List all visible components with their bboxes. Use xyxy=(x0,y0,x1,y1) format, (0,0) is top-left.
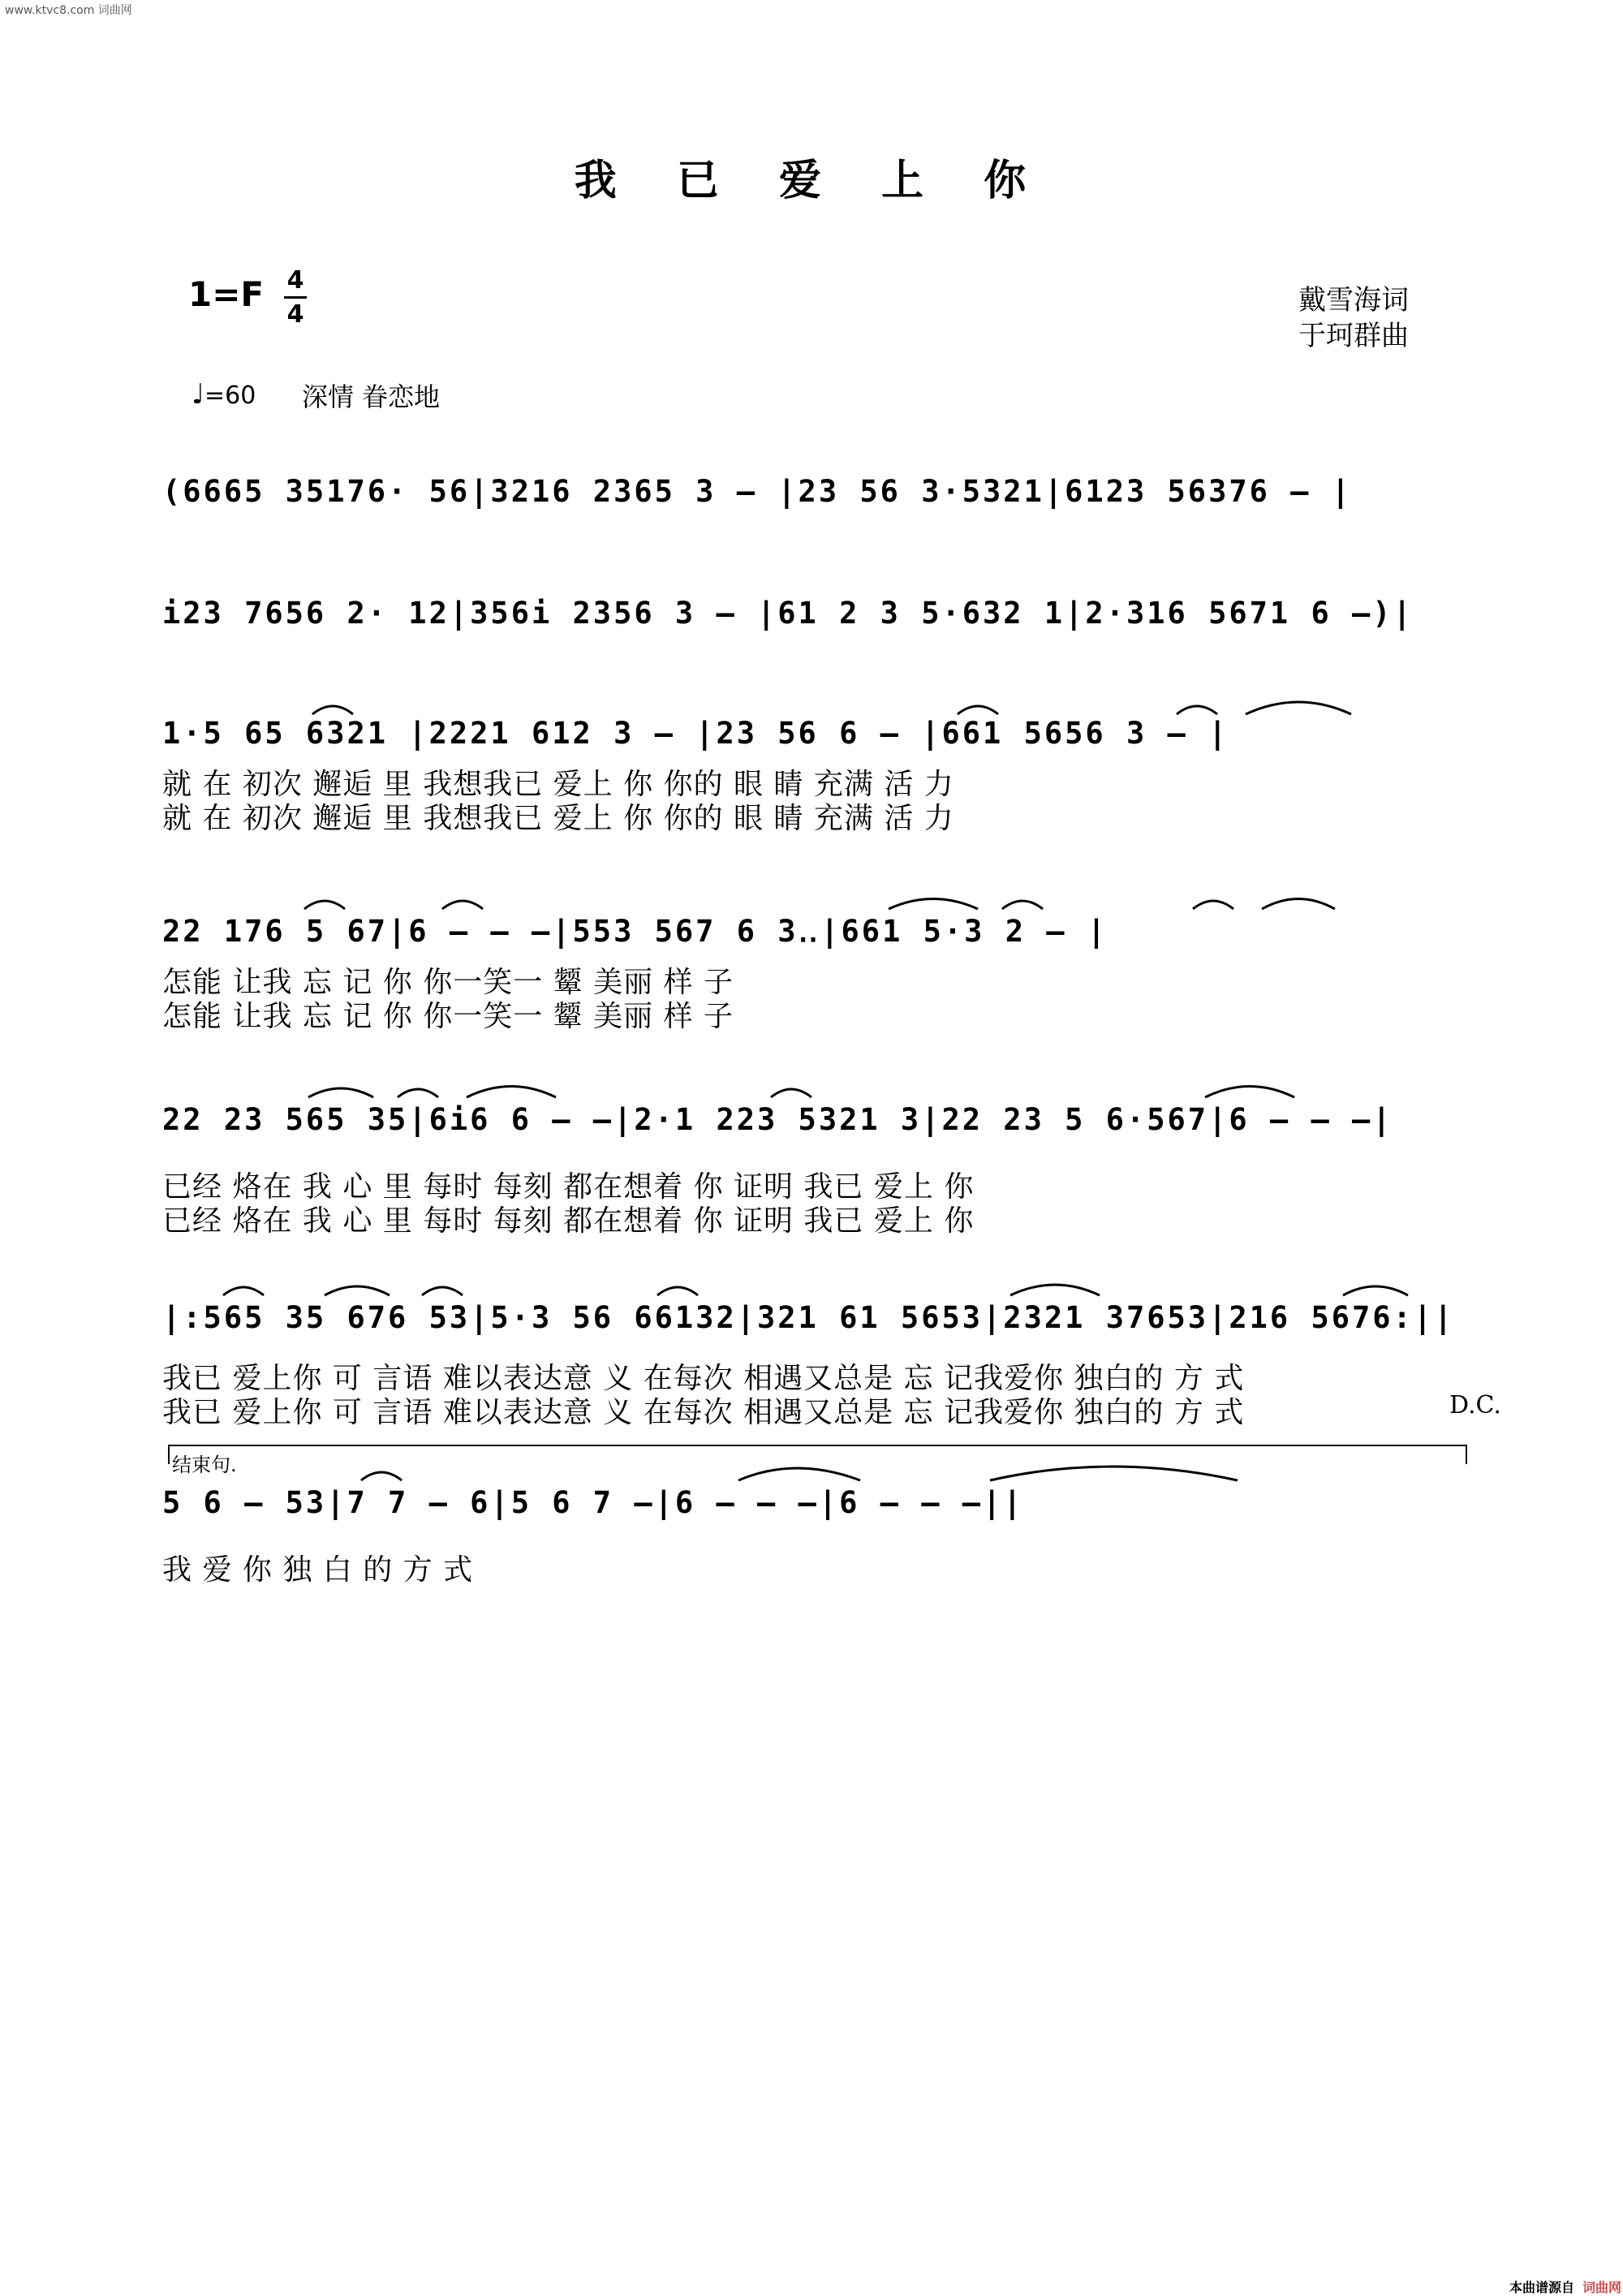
quarter-note-icon: ♩ xyxy=(192,378,205,411)
slur xyxy=(325,1286,390,1295)
slur xyxy=(1177,706,1217,714)
notation-line: |:565 35 676 53|5·3 56 66132|321 61 5653|2321 37653|216 5676:|| xyxy=(162,1300,1455,1335)
notation-line: i23 7656 2· 12|356i 2356 3 – |61 2 3 5·632 1|2·316 5671 6 –)| xyxy=(162,596,1414,631)
lyric-verse-2: 怎能 让我 忘 记 你 你一笑一 颦 美丽 样 子 xyxy=(162,1000,734,1033)
lyric-verse-2: 已经 烙在 我 心 里 每时 每刻 都在想着 你 证明 我已 爱上 你 xyxy=(162,1204,975,1238)
watermark: www.ktvc8.com 词曲网 xyxy=(5,4,132,17)
slur xyxy=(422,1287,463,1295)
ending-label: 结束句. xyxy=(172,1454,237,1476)
notation-line: 22 23 565 35|6i6 6 – –|2·1 223 5321 3|22 23 5 6·567|6 – – –| xyxy=(162,1102,1393,1137)
slur xyxy=(1010,1285,1100,1295)
notation-line: (6665 35176· 56|3216 2365 3 – |23 56 3·5321|6123 56376 – | xyxy=(162,474,1353,509)
footer-site: 词曲网 xyxy=(1582,2280,1622,2295)
slur xyxy=(1193,901,1233,909)
slur xyxy=(889,899,978,910)
tempo-value: =60 xyxy=(204,381,256,410)
notation-line: 5 6 – 53|7 7 – 6|5 6 7 –|6 – – –|6 – – –|| xyxy=(162,1485,1024,1520)
meter-bottom: 4 xyxy=(286,300,304,329)
slur xyxy=(398,1089,438,1097)
lyric-verse-1: 怎能 让我 忘 记 你 你一笑一 颦 美丽 样 子 xyxy=(162,966,734,999)
song-title: 我 已 爱 上 你 xyxy=(574,156,1049,205)
composer: 于珂群曲 xyxy=(1298,320,1409,352)
lyric-verse-1: 已经 烙在 我 心 里 每时 每刻 都在想着 你 证明 我已 爱上 你 xyxy=(162,1170,975,1204)
slur xyxy=(1205,1087,1294,1098)
slur xyxy=(1246,702,1351,714)
lyric-verse-1: 就 在 初次 邂逅 里 我想我已 爱上 你 你的 眼 睛 充满 活 力 xyxy=(162,768,954,801)
meter-top: 4 xyxy=(286,266,304,295)
slur xyxy=(467,1087,556,1098)
footer-source: 本曲谱源自 xyxy=(1509,2280,1575,2295)
slur xyxy=(1002,901,1043,909)
slur xyxy=(657,1287,698,1295)
lyricist: 戴雪海词 xyxy=(1298,284,1409,317)
lyric-verse-2: 我已 爱上你 可 言语 难以表达意 义 在每次 相遇又总是 忘 记我爱你 独白的 方 式 xyxy=(162,1396,1245,1429)
slur xyxy=(304,901,345,909)
expression-marking: 深情 眷恋地 xyxy=(302,381,441,412)
notation-line: 1·5 65 6321 |2221 612 3 – |23 56 6 – |661 5656 3 – | xyxy=(162,716,1229,751)
slur xyxy=(1262,899,1335,910)
slur xyxy=(308,1088,373,1097)
slur xyxy=(990,1467,1238,1480)
slur xyxy=(738,1468,860,1480)
slur xyxy=(223,1287,264,1295)
slur xyxy=(361,1472,402,1480)
lyric-verse-1: 我 爱 你 独 白 的 方 式 xyxy=(162,1553,474,1587)
notation-line: 22 176 5 67|6 – – –|553 567 6 3‥|661 5·3 2 – | xyxy=(162,914,1109,949)
slur xyxy=(958,706,998,714)
slur xyxy=(1343,1286,1408,1295)
slur xyxy=(771,1089,812,1097)
lyric-verse-1: 我已 爱上你 可 言语 难以表达意 义 在每次 相遇又总是 忘 记我爱你 独白的 方 式 xyxy=(162,1362,1245,1395)
slur xyxy=(442,901,483,909)
da-capo-marking: D.C. xyxy=(1449,1391,1501,1419)
key-signature: 1=F xyxy=(188,274,265,314)
lyric-verse-2: 就 在 初次 邂逅 里 我想我已 爱上 你 你的 眼 睛 充满 活 力 xyxy=(162,802,954,835)
slur xyxy=(312,706,353,714)
